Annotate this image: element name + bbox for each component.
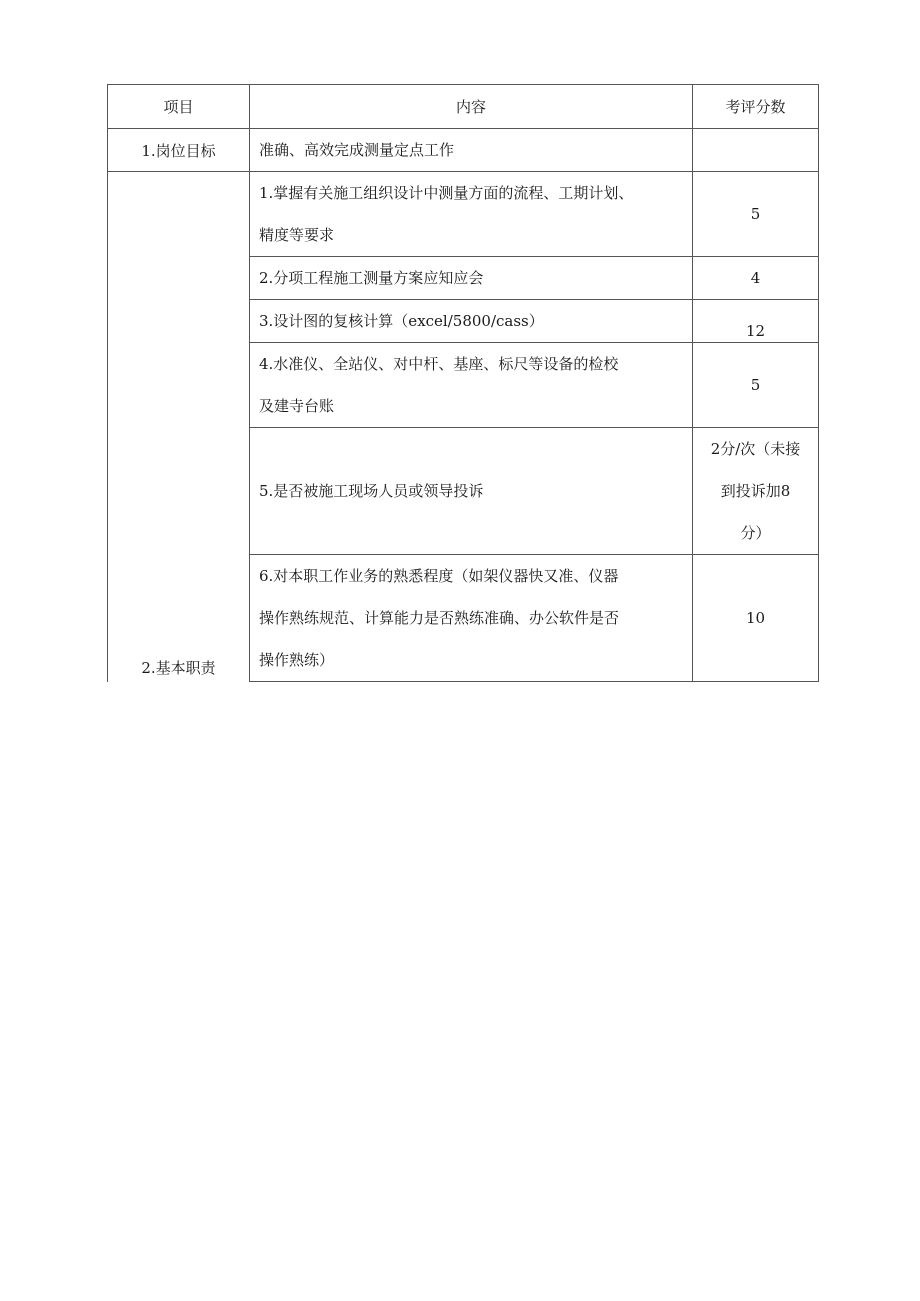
table-row-target [108, 129, 819, 172]
table-row-duty-1 [108, 172, 819, 257]
target-content-cell: 准确、高效完成测量定点工作 [250, 129, 693, 172]
duty-1-line-2: 精度等要求 [259, 226, 335, 244]
duties-item-cell: 2.基本职责 [108, 172, 250, 682]
duty-6-line-3: 操作熟练） [259, 651, 335, 669]
duty-4-line-2: 及建寺台账 [259, 397, 335, 415]
duty-4-line-1: 4.水准仪、全站仪、对中杆、基座、标尺等设备的检校 [259, 355, 619, 373]
duty-5-line-1: 5.是否被施工现场人员或领导投诉 [259, 482, 484, 500]
duty-1-score: 5 [693, 172, 819, 257]
target-score-cell [693, 129, 819, 172]
duty-content-cell [250, 257, 693, 300]
duty-3-score: 12 [693, 300, 819, 343]
duty-3-line-1: 3.设计图的复核计算（excel/5800/cass） [259, 312, 544, 330]
duty-content-cell [250, 172, 693, 257]
duty-6-line-2: 操作熟练规范、计算能力是否熟练准确、办公软件是否 [259, 609, 620, 627]
duty-4-score: 5 [693, 343, 819, 428]
duty-content-cell [250, 300, 693, 343]
header-score: 考评分数 [693, 85, 819, 129]
duty-5-score [693, 428, 819, 555]
table-header-row [108, 85, 819, 129]
duty-5-score-line-2: 到投诉加8 [720, 482, 791, 500]
duty-2-score: 4 [693, 257, 819, 300]
target-item-cell: 1.岗位目标 [108, 129, 250, 172]
duty-5-score-line-1: 2分/次（未接 [710, 440, 801, 458]
header-content: 内容 [250, 85, 693, 129]
assessment-table [107, 84, 819, 682]
duty-1-line-1: 1.掌握有关施工组织设计中测量方面的流程、工期计划、 [259, 184, 634, 202]
header-item: 项目 [108, 85, 250, 129]
duty-6-line-1: 6.对本职工作业务的熟悉程度（如架仪器快又准、仪器 [259, 567, 619, 585]
duty-2-line-1: 2.分项工程施工测量方案应知应会 [259, 269, 484, 287]
duty-content-cell [250, 428, 693, 555]
duty-content-cell [250, 555, 693, 682]
duty-content-cell [250, 343, 693, 428]
duty-6-score: 10 [693, 555, 819, 682]
duty-5-score-line-3: 分） [740, 524, 771, 542]
